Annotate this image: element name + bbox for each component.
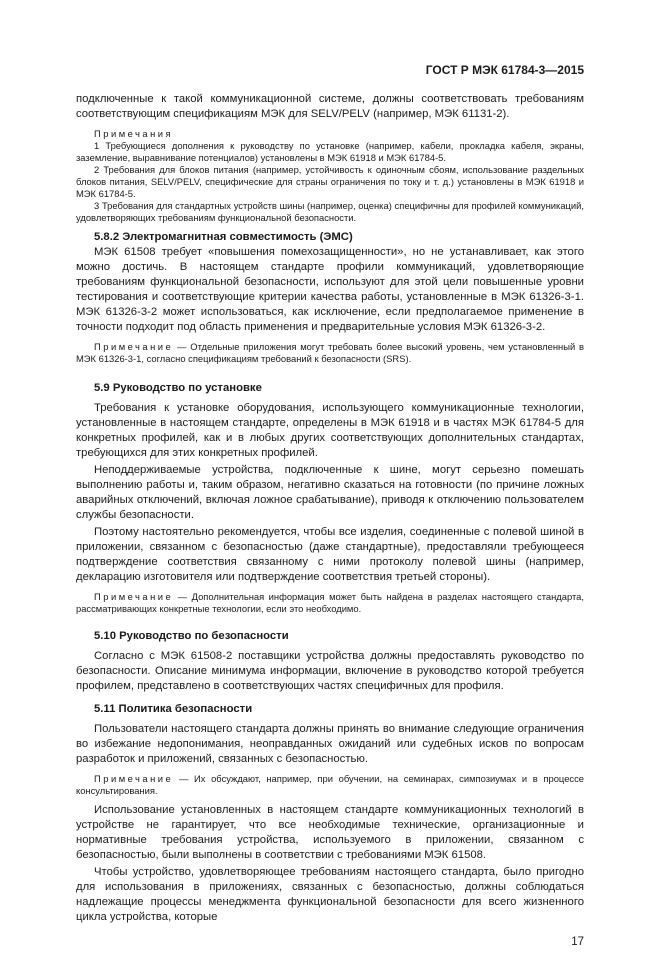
section-heading: 5.9 Руководство по установке — [94, 382, 262, 394]
section-5-11 — [76, 702, 584, 925]
note-text: — Отдельные приложения могут требовать более высокий уровень, чем установленный в МЭК 61326-3-1, согласно спецификациям требований к безопасности (SRS). — [76, 341, 584, 364]
note — [76, 341, 584, 365]
note-item: 3 Требования для стандартных устройств шины (например, оценка) специфичны для профилей коммуникаций, удовлетворяющих требованиям функциональной безопасности. — [76, 200, 584, 223]
note-label: Примечание — [94, 591, 174, 602]
section-heading: 5.8.2 Электромагнитная совместимость (ЭМС) — [94, 231, 353, 243]
intro-block — [76, 92, 584, 122]
section-heading: 5.10 Руководство по безопасности — [94, 630, 289, 642]
section-heading: 5.11 Политика безопасности — [94, 703, 253, 715]
section-5-10 — [76, 629, 584, 694]
note-text: — Дополнительная информация может быть найдена в разделах настоящего стандарта, рассматривающих конкретные технологии, если это необходимо. — [76, 591, 584, 614]
notes-block — [76, 128, 584, 224]
document-header: ГОСТ Р МЭК 61784-3—2015 — [425, 63, 584, 77]
paragraph: Использование установленных в настоящем стандарте коммуникационных технологий в устройстве не гарантирует, что все необходимые технические, организационные и нормативные требования устройства, используемого в приложении, связанном с безопасностью, были выполнены в соответствии с требованиями МЭК 61508. — [76, 804, 584, 861]
intro-paragraph: подключенные к такой коммуникационной системе, должны соответствовать требованиям соответствующим спецификациям МЭК для SELV/PELV (например, МЭК 61131-2). — [76, 93, 584, 120]
note-label: Примечание — [94, 341, 174, 352]
paragraph: Неподдерживаемые устройства, подключенные к шине, могут серьезно помешать выполнению работы и, таким образом, негативно сказаться на готовности (по причине ложных аварийных отключений, включая ложное срабатывание), приводя к отключению пользователем службы безопасности. — [76, 464, 584, 521]
note-item: 1 Требующиеся дополнения к руководству по установке (например, кабели, прокладка кабеля, экраны, заземление, выравнивание потенциалов) установлены в МЭК 61918 и МЭК 61784-5. — [76, 140, 584, 163]
section-5-8-2 — [76, 230, 584, 365]
note — [76, 773, 584, 797]
paragraph: Поэтому настоятельно рекомендуется, чтобы все изделия, соединенные с полевой шиной в приложении, связанном с безопасностью (даже стандартные), предоставляли требующееся подтверждение соответствия связанному с ними протоколу полевой шины (например, декларацию изготовителя или подтверждение соответствия третьей стороны). — [76, 526, 584, 583]
page-number: 17 — [571, 936, 584, 948]
note-text: — Их обсуждают, например, при обучении, на семинарах, симпозиумах и в процессе консультирования. — [76, 773, 584, 796]
note — [76, 591, 584, 615]
paragraph: Пользователи настоящего стандарта должны принять во внимание следующие ограничения во избежание недопонимания, неоправданных ожиданий или судебных исков по вопросам разработок и приложений, связанных с безопасностью. — [76, 723, 584, 765]
paragraph: Чтобы устройство, удовлетворяющее требованиям настоящего стандарта, было пригодно для использования в приложениях, связанных с безопасностью, должны соблюдаться надлежащие процессы менеджмента функциональной безопасности для всего жизненного цикла устройства, которые — [76, 866, 584, 923]
paragraph: Требования к установке оборудования, использующего коммуникационные технологии, установленные в настоящем стандарте, определены в МЭК 61918 и в частях МЭК 61784-5 для конкретных профилей, как и в любых других соответствующих дополнительных стандартах, требующихся для этих конкретных профилей. — [76, 402, 584, 459]
paragraph: Согласно с МЭК 61508-2 поставщики устройства должны предоставлять руководство по безопасности. Описание минимума информации, включение в руководство которой требуется профилем, представлено в соответствующих частях специфичных для профиля. — [76, 650, 584, 692]
paragraph: МЭК 61508 требует «повышения помехозащищенности», но не устанавливает, как этого можно достичь. В настоящем стандарте профили коммуникаций, удовлетворяющие требованиям функциональной безопасности, используют для этой цели повышенные уровни тестирования и соответствующие критерии качества работы, установленные в МЭК 61326-3-1. МЭК 61326-3-2 может использоваться, как исключение, если предполагаемое применение в точности подходит под область применения и предварительные условия МЭК 61326-3-2. — [76, 246, 584, 333]
note-item: 2 Требования для блоков питания (например, устойчивость к одиночным сбоям, использование раздельных блоков питания, SELV/PELV, специфические для страны ограничения по току и т. д.) установлены в МЭК 61918 и МЭК 61784-5. — [76, 164, 584, 199]
note-label: Примечание — [94, 773, 174, 784]
notes-title: Примечания — [94, 128, 174, 139]
section-5-9 — [76, 381, 584, 615]
